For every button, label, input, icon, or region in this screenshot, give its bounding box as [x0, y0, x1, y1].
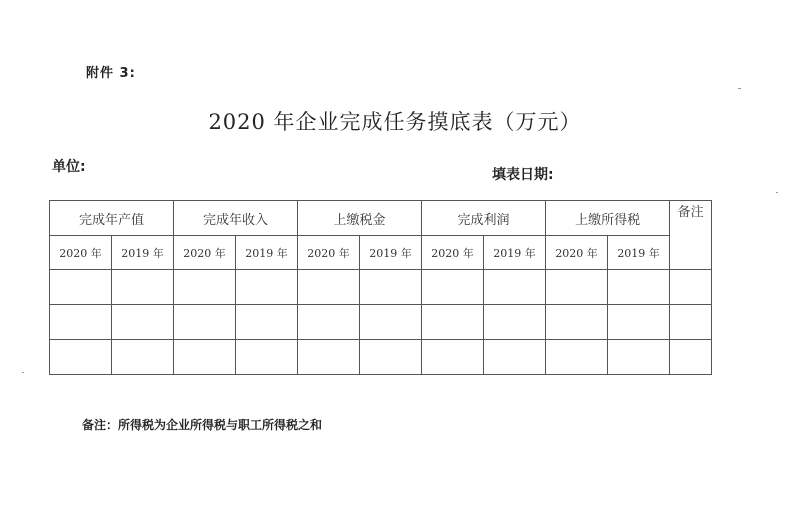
- table-cell[interactable]: [670, 305, 712, 340]
- year-2019-cell: 2019 年: [608, 236, 670, 270]
- table-cell[interactable]: [360, 305, 422, 340]
- table-cell[interactable]: [422, 340, 484, 375]
- table-cell[interactable]: [112, 305, 174, 340]
- table-cell[interactable]: [484, 340, 546, 375]
- table-cell[interactable]: [236, 340, 298, 375]
- table-cell[interactable]: [608, 305, 670, 340]
- table-cell[interactable]: [50, 340, 112, 375]
- fill-date-label: 填表日期:: [492, 167, 554, 183]
- table-cell[interactable]: [174, 340, 236, 375]
- table-cell[interactable]: [484, 305, 546, 340]
- scan-speck: [22, 372, 24, 373]
- scan-speck: [738, 88, 741, 89]
- scan-speck: [776, 192, 778, 193]
- table-cell[interactable]: [50, 305, 112, 340]
- year-2019-cell: 2019 年: [360, 236, 422, 270]
- footnote: 备注：所得税为企业所得税与职工所得税之和: [82, 418, 323, 432]
- year-2020-cell: 2020 年: [422, 236, 484, 270]
- table-cell[interactable]: [112, 340, 174, 375]
- table-cell[interactable]: [422, 270, 484, 305]
- year-2019-cell: 2019 年: [236, 236, 298, 270]
- table-row: [50, 305, 712, 340]
- header-tax-paid: 上缴税金: [298, 201, 422, 236]
- table-cell[interactable]: [298, 270, 360, 305]
- table-cell[interactable]: [112, 270, 174, 305]
- year-2019-cell: 2019 年: [112, 236, 174, 270]
- table-cell[interactable]: [360, 340, 422, 375]
- table-cell[interactable]: [298, 340, 360, 375]
- table-cell[interactable]: [546, 270, 608, 305]
- header-revenue: 完成年收入: [174, 201, 298, 236]
- table-cell[interactable]: [546, 340, 608, 375]
- table-cell[interactable]: [236, 270, 298, 305]
- table-row: [50, 270, 712, 305]
- year-2020-cell: 2020 年: [298, 236, 360, 270]
- header-income-tax: 上缴所得税: [546, 201, 670, 236]
- year-2020-cell: 2020 年: [50, 236, 112, 270]
- header-remark: 备注: [670, 201, 712, 270]
- unit-label: 单位:: [52, 159, 86, 175]
- table-cell[interactable]: [608, 340, 670, 375]
- table-cell[interactable]: [174, 305, 236, 340]
- table-cell[interactable]: [670, 340, 712, 375]
- table-cell[interactable]: [484, 270, 546, 305]
- year-2020-cell: 2020 年: [546, 236, 608, 270]
- table-cell[interactable]: [360, 270, 422, 305]
- table-row: [50, 340, 712, 375]
- table-cell[interactable]: [608, 270, 670, 305]
- table-cell[interactable]: [174, 270, 236, 305]
- table-cell[interactable]: [298, 305, 360, 340]
- year-2019-cell: 2019 年: [484, 236, 546, 270]
- table-cell[interactable]: [50, 270, 112, 305]
- survey-table: [49, 200, 712, 375]
- table-header-row: [50, 201, 712, 236]
- table-cell[interactable]: [670, 270, 712, 305]
- table-cell[interactable]: [546, 305, 608, 340]
- table-year-row: [50, 236, 712, 270]
- table-cell[interactable]: [236, 305, 298, 340]
- attachment-label: 附件 3:: [86, 66, 136, 81]
- header-output-value: 完成年产值: [50, 201, 174, 236]
- year-2020-cell: 2020 年: [174, 236, 236, 270]
- header-profit: 完成利润: [422, 201, 546, 236]
- table-cell[interactable]: [422, 305, 484, 340]
- page-title: 2020 年企业完成任务摸底表（万元）: [208, 110, 582, 134]
